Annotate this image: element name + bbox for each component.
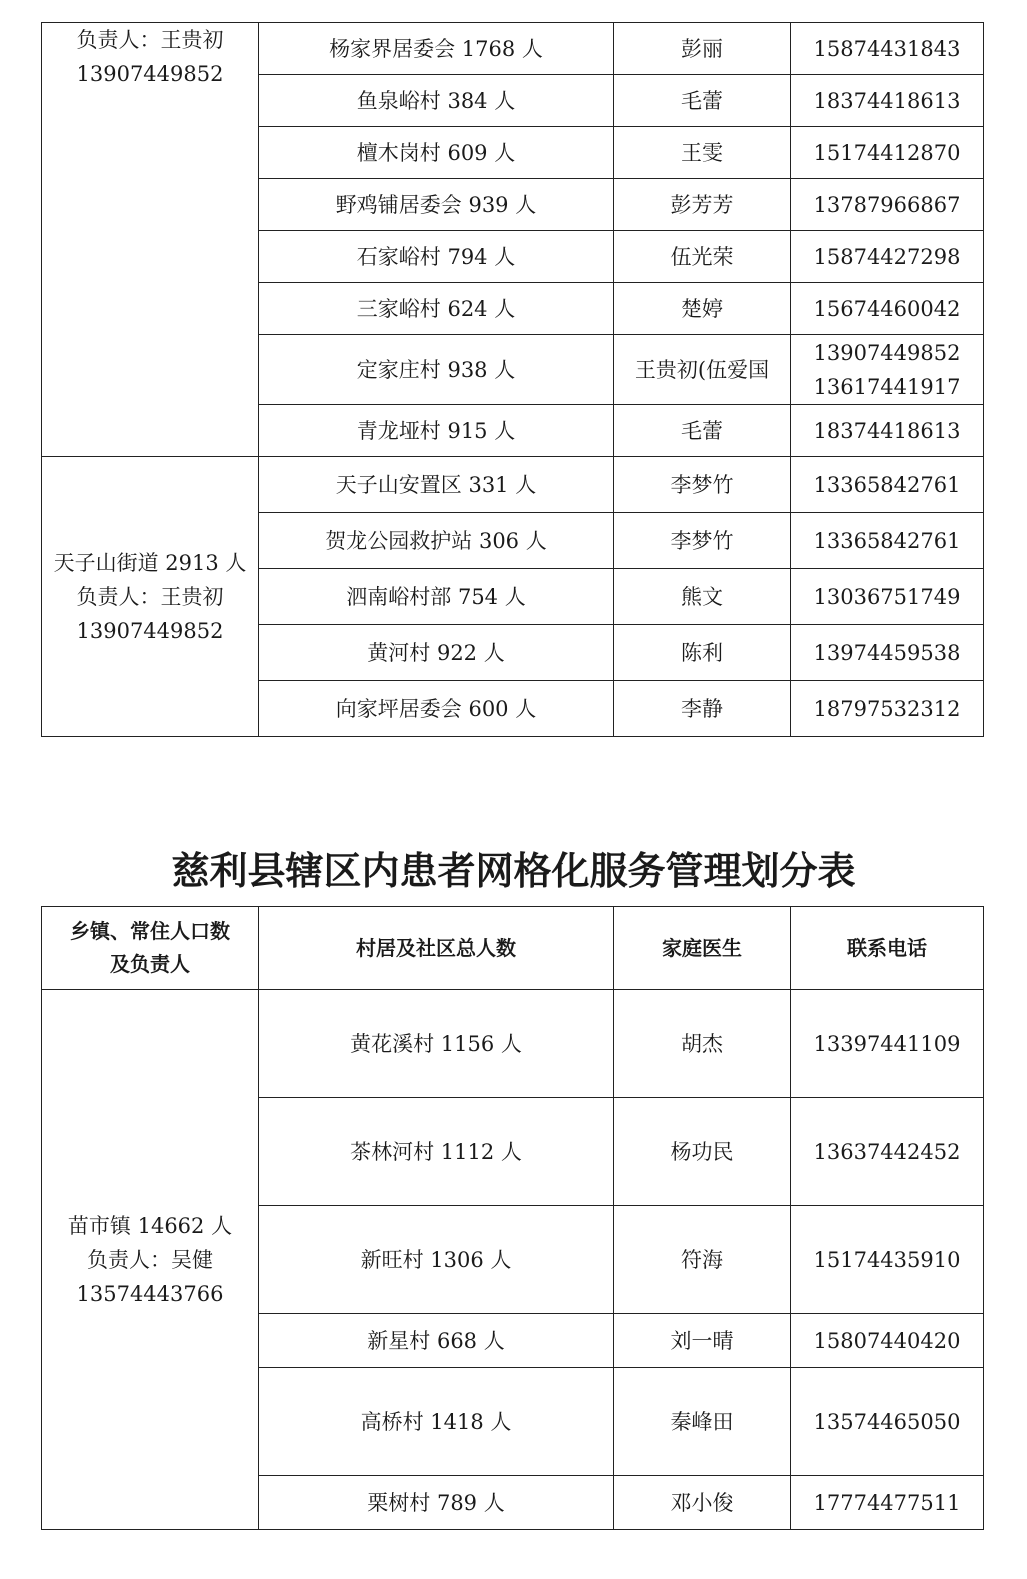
header-line: 及负责人 bbox=[110, 952, 190, 976]
phone-cell: 15174435910 bbox=[791, 1206, 984, 1314]
leader-line: 负责人：吴健 bbox=[87, 1247, 213, 1272]
township-leader-cell bbox=[42, 990, 259, 1530]
phone-cell: 15874431843 bbox=[791, 23, 984, 75]
header-line: 乡镇、常住人口数 bbox=[70, 919, 230, 943]
grid-table bbox=[41, 906, 984, 1530]
phone-cell: 13574465050 bbox=[791, 1368, 984, 1476]
table-row bbox=[42, 990, 984, 1098]
community-cell: 野鸡铺居委会 939 人 bbox=[259, 179, 614, 231]
doctor-cell: 王雯 bbox=[614, 127, 791, 179]
phone-line: 13907449852 bbox=[813, 340, 961, 365]
phone-cell: 13365842761 bbox=[791, 513, 984, 569]
community-cell: 向家坪居委会 600 人 bbox=[259, 681, 614, 737]
phone-cell: 13637442452 bbox=[791, 1098, 984, 1206]
phone-cell: 13365842761 bbox=[791, 457, 984, 513]
community-cell: 新星村 668 人 bbox=[259, 1314, 614, 1368]
doctor-cell: 胡杰 bbox=[614, 990, 791, 1098]
table-row bbox=[42, 457, 984, 513]
community-cell: 高桥村 1418 人 bbox=[259, 1368, 614, 1476]
community-cell: 杨家界居委会 1768 人 bbox=[259, 23, 614, 75]
township-line: 天子山街道 2913 人 bbox=[53, 550, 247, 575]
header-township bbox=[42, 907, 259, 990]
community-cell: 石家峪村 794 人 bbox=[259, 231, 614, 283]
page-title: 慈利县辖区内患者网格化服务管理划分表 bbox=[171, 849, 856, 893]
phone-cell: 15874427298 bbox=[791, 231, 984, 283]
doctor-cell: 毛蕾 bbox=[614, 75, 791, 127]
township-leader-cell bbox=[42, 23, 259, 457]
community-cell: 茶林河村 1112 人 bbox=[259, 1098, 614, 1206]
community-cell: 檀木岗村 609 人 bbox=[259, 127, 614, 179]
leader-phone: 13907449852 bbox=[76, 62, 224, 86]
doctor-cell: 彭丽 bbox=[614, 23, 791, 75]
doctor-cell: 李梦竹 bbox=[614, 457, 791, 513]
community-cell: 三家峪村 624 人 bbox=[259, 283, 614, 335]
doctor-cell: 杨功民 bbox=[614, 1098, 791, 1206]
phone-cell: 13787966867 bbox=[791, 179, 984, 231]
doctor-cell: 彭芳芳 bbox=[614, 179, 791, 231]
doctor-cell: 伍光荣 bbox=[614, 231, 791, 283]
doctor-cell: 楚婷 bbox=[614, 283, 791, 335]
township-line: 苗市镇 14662 人 bbox=[67, 1213, 233, 1238]
phone-cell: 18797532312 bbox=[791, 681, 984, 737]
doctor-cell: 符海 bbox=[614, 1206, 791, 1314]
phone-cell: 18374418613 bbox=[791, 405, 984, 457]
community-cell: 鱼泉峪村 384 人 bbox=[259, 75, 614, 127]
doctor-cell: 秦峰田 bbox=[614, 1368, 791, 1476]
community-cell: 青龙垭村 915 人 bbox=[259, 405, 614, 457]
phone-cell: 15807440420 bbox=[791, 1314, 984, 1368]
phone-cell: 15174412870 bbox=[791, 127, 984, 179]
phone-cell: 15674460042 bbox=[791, 283, 984, 335]
phone-cell: 18374418613 bbox=[791, 75, 984, 127]
grid-table-continued bbox=[41, 22, 984, 737]
table-header-row bbox=[42, 907, 984, 990]
phone-cell: 13036751749 bbox=[791, 569, 984, 625]
township-leader-cell bbox=[42, 457, 259, 737]
doctor-cell: 刘一晴 bbox=[614, 1314, 791, 1368]
doctor-cell: 陈利 bbox=[614, 625, 791, 681]
table-row bbox=[42, 23, 984, 75]
community-cell: 黄花溪村 1156 人 bbox=[259, 990, 614, 1098]
community-cell: 泗南峪村部 754 人 bbox=[259, 569, 614, 625]
community-cell: 新旺村 1306 人 bbox=[259, 1206, 614, 1314]
community-cell: 天子山安置区 331 人 bbox=[259, 457, 614, 513]
leader-phone: 13574443766 bbox=[76, 1281, 224, 1306]
phone-cell: 13974459538 bbox=[791, 625, 984, 681]
header-phone: 联系电话 bbox=[791, 907, 984, 990]
community-cell: 贺龙公园救护站 306 人 bbox=[259, 513, 614, 569]
phone-line: 13617441917 bbox=[813, 374, 961, 399]
leader-phone: 13907449852 bbox=[76, 618, 224, 643]
doctor-cell: 邓小俊 bbox=[614, 1476, 791, 1530]
header-community: 村居及社区总人数 bbox=[259, 907, 614, 990]
phone-cell bbox=[791, 335, 984, 405]
community-cell: 黄河村 922 人 bbox=[259, 625, 614, 681]
doctor-cell: 王贵初(伍爱国 bbox=[614, 335, 791, 405]
header-doctor: 家庭医生 bbox=[614, 907, 791, 990]
phone-cell: 17774477511 bbox=[791, 1476, 984, 1530]
leader-line: 负责人：王贵初 bbox=[76, 28, 224, 52]
community-cell: 栗树村 789 人 bbox=[259, 1476, 614, 1530]
doctor-cell: 毛蕾 bbox=[614, 405, 791, 457]
doctor-cell: 熊文 bbox=[614, 569, 791, 625]
leader-line: 负责人：王贵初 bbox=[76, 584, 224, 609]
doctor-cell: 李梦竹 bbox=[614, 513, 791, 569]
phone-cell: 13397441109 bbox=[791, 990, 984, 1098]
doctor-cell: 李静 bbox=[614, 681, 791, 737]
community-cell: 定家庄村 938 人 bbox=[259, 335, 614, 405]
